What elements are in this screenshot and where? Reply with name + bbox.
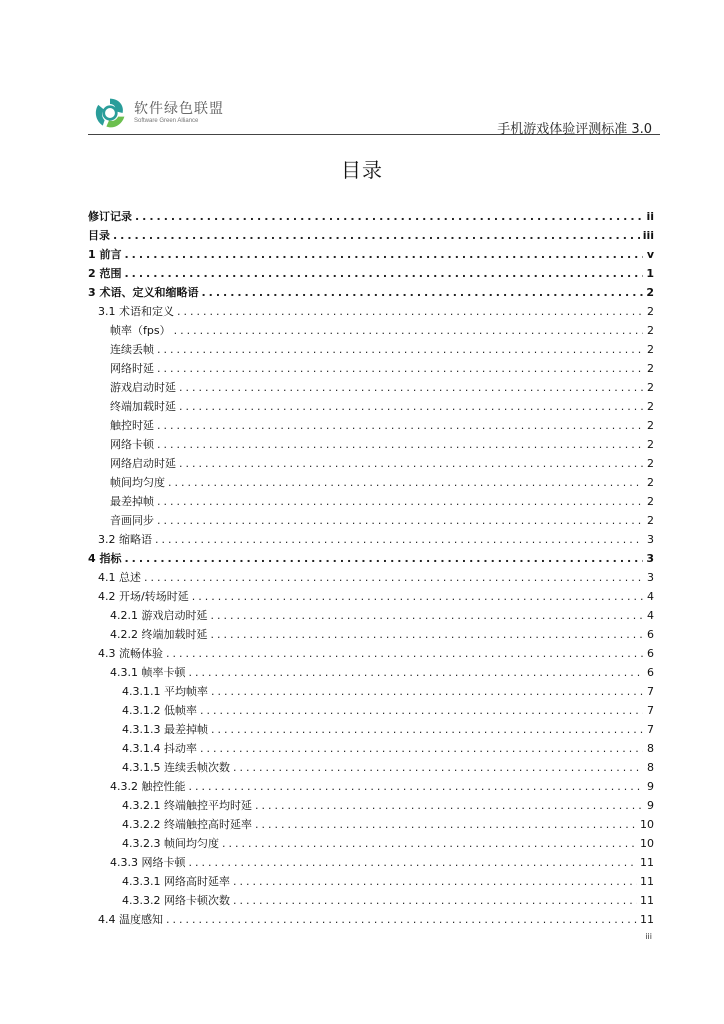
toc-entry-page: 8 bbox=[647, 761, 654, 774]
toc-entry-page: 2 bbox=[647, 305, 654, 318]
toc-entry[interactable] bbox=[88, 509, 654, 528]
toc-entry-label: 帧间均匀度 bbox=[110, 476, 165, 489]
toc-entry[interactable] bbox=[88, 319, 654, 338]
toc-leader-dots bbox=[157, 495, 643, 509]
toc-entry-label: 连续丢帧 bbox=[110, 343, 154, 356]
brand-logo bbox=[92, 95, 224, 131]
toc-entry-label: 2 范围 bbox=[88, 267, 122, 280]
toc-entry-page: 1 bbox=[646, 267, 654, 280]
toc-entry-label: 目录 bbox=[88, 229, 110, 242]
toc-leader-dots bbox=[144, 571, 643, 585]
toc-leader-dots bbox=[174, 324, 643, 338]
toc-leader-dots bbox=[124, 267, 643, 281]
toc-entry-page: 2 bbox=[647, 495, 654, 508]
toc-entry-page: 8 bbox=[647, 742, 654, 755]
toc-entry[interactable] bbox=[88, 908, 654, 927]
toc-entry-page: 2 bbox=[646, 286, 654, 299]
toc-entry-label: 4.1 总述 bbox=[98, 571, 141, 584]
toc-leader-dots bbox=[211, 628, 644, 642]
toc-entry-label: 4 指标 bbox=[88, 552, 122, 565]
toc-entry[interactable] bbox=[88, 528, 654, 547]
toc-entry-page: 2 bbox=[647, 324, 654, 337]
toc-entry-label: 1 前言 bbox=[88, 248, 122, 261]
toc-entry[interactable] bbox=[88, 300, 654, 319]
toc-entry-page: 2 bbox=[647, 438, 654, 451]
toc-entry[interactable] bbox=[88, 813, 654, 832]
toc-leader-dots bbox=[211, 723, 643, 737]
toc-entry[interactable] bbox=[88, 338, 654, 357]
toc-entry-page: 2 bbox=[647, 457, 654, 470]
toc-entry[interactable] bbox=[88, 357, 654, 376]
toc-entry-label: 帧率（fps） bbox=[110, 324, 171, 337]
toc-entry-label: 4.3.1.4 抖动率 bbox=[122, 742, 197, 755]
toc-leader-dots bbox=[211, 609, 644, 623]
table-of-contents bbox=[88, 205, 654, 927]
toc-leader-dots bbox=[157, 514, 643, 528]
logo-english-text: Software Green Alliance bbox=[134, 117, 199, 124]
toc-entry-page: 2 bbox=[647, 419, 654, 432]
toc-entry-label: 4.3.1.1 平均帧率 bbox=[122, 685, 208, 698]
toc-entry-page: 7 bbox=[647, 723, 654, 736]
toc-entry-page: 2 bbox=[647, 514, 654, 527]
toc-entry-label: 游戏启动时延 bbox=[110, 381, 176, 394]
toc-entry-label: 网络时延 bbox=[110, 362, 154, 375]
toc-entry[interactable] bbox=[88, 205, 654, 224]
toc-entry-label: 3 术语、定义和缩略语 bbox=[88, 286, 199, 299]
toc-entry-page: 2 bbox=[647, 400, 654, 413]
toc-entry[interactable] bbox=[88, 376, 654, 395]
toc-entry-label: 4.2.1 游戏启动时延 bbox=[110, 609, 208, 622]
toc-entry-label: 4.3.2 触控性能 bbox=[110, 780, 186, 793]
toc-entry-label: 3.2 缩略语 bbox=[98, 533, 152, 546]
toc-leader-dots bbox=[157, 419, 643, 433]
toc-entry[interactable] bbox=[88, 737, 654, 756]
toc-leader-dots bbox=[200, 704, 643, 718]
toc-entry[interactable] bbox=[88, 566, 654, 585]
toc-entry-label: 4.3.2.1 终端触控平均时延 bbox=[122, 799, 252, 812]
toc-leader-dots bbox=[233, 894, 637, 908]
alliance-logo-icon bbox=[92, 95, 128, 131]
toc-leader-dots bbox=[166, 913, 637, 927]
toc-entry[interactable] bbox=[88, 395, 654, 414]
document-title: 手机游戏体验评测标准 3.0 bbox=[497, 122, 652, 137]
toc-entry[interactable] bbox=[88, 851, 654, 870]
toc-entry-label: 4.3.2.3 帧间均匀度 bbox=[122, 837, 219, 850]
toc-entry-label: 网络启动时延 bbox=[110, 457, 176, 470]
toc-entry[interactable] bbox=[88, 471, 654, 490]
page-number: iii bbox=[645, 932, 652, 941]
toc-entry[interactable] bbox=[88, 661, 654, 680]
toc-entry[interactable] bbox=[88, 870, 654, 889]
toc-leader-dots bbox=[255, 799, 643, 813]
toc-entry-label: 4.3.3.2 网络卡顿次数 bbox=[122, 894, 230, 907]
toc-entry-page: ii bbox=[646, 210, 654, 223]
toc-entry[interactable] bbox=[88, 224, 654, 243]
toc-leader-dots bbox=[168, 476, 643, 490]
toc-leader-dots bbox=[177, 305, 643, 319]
toc-entry-label: 4.3.3.1 网络高时延率 bbox=[122, 875, 230, 888]
toc-entry-page: 11 bbox=[640, 875, 654, 888]
toc-leader-dots bbox=[179, 400, 643, 414]
toc-entry-page: 4 bbox=[647, 609, 654, 622]
toc-entry-label: 4.3.2.2 终端触控高时延率 bbox=[122, 818, 252, 831]
toc-entry-label: 4.3 流畅体验 bbox=[98, 647, 163, 660]
toc-entry-label: 网络卡顿 bbox=[110, 438, 154, 451]
toc-entry-page: iii bbox=[642, 229, 654, 242]
toc-leader-dots bbox=[189, 856, 638, 870]
toc-entry-label: 终端加载时延 bbox=[110, 400, 176, 413]
toc-entry[interactable] bbox=[88, 433, 654, 452]
toc-leader-dots bbox=[255, 818, 637, 832]
logo-chinese-text: 软件绿色联盟 bbox=[134, 100, 224, 117]
toc-entry[interactable] bbox=[88, 680, 654, 699]
toc-leader-dots bbox=[157, 362, 643, 376]
toc-entry-label: 4.3.1.2 低帧率 bbox=[122, 704, 197, 717]
toc-leader-dots bbox=[192, 590, 643, 604]
toc-entry[interactable] bbox=[88, 414, 654, 433]
toc-entry-page: 7 bbox=[647, 685, 654, 698]
toc-leader-dots bbox=[200, 742, 643, 756]
toc-entry-label: 3.1 术语和定义 bbox=[98, 305, 174, 318]
toc-entry-page: 3 bbox=[647, 571, 654, 584]
toc-entry-page: 2 bbox=[647, 476, 654, 489]
toc-leader-dots bbox=[179, 457, 643, 471]
toc-leader-dots bbox=[211, 685, 643, 699]
toc-entry[interactable] bbox=[88, 718, 654, 737]
toc-entry-page: 2 bbox=[647, 362, 654, 375]
toc-entry[interactable] bbox=[88, 262, 654, 281]
toc-entry-label: 修订记录 bbox=[88, 210, 132, 223]
toc-entry-label: 最差掉帧 bbox=[110, 495, 154, 508]
toc-leader-dots bbox=[233, 875, 637, 889]
toc-entry-page: 6 bbox=[647, 628, 654, 641]
toc-entry[interactable] bbox=[88, 794, 654, 813]
toc-entry-page: 11 bbox=[640, 856, 654, 869]
toc-leader-dots bbox=[155, 533, 643, 547]
toc-entry-page: 6 bbox=[647, 647, 654, 660]
toc-entry[interactable] bbox=[88, 832, 654, 851]
toc-entry[interactable] bbox=[88, 775, 654, 794]
toc-entry-page: 4 bbox=[647, 590, 654, 603]
toc-entry-page: 3 bbox=[646, 552, 654, 565]
toc-entry-label: 4.2.2 终端加载时延 bbox=[110, 628, 208, 641]
toc-entry-label: 4.2 开场/转场时延 bbox=[98, 590, 189, 603]
toc-entry-page: 9 bbox=[647, 799, 654, 812]
toc-entry-page: 6 bbox=[647, 666, 654, 679]
toc-entry[interactable] bbox=[88, 889, 654, 908]
toc-leader-dots bbox=[189, 780, 644, 794]
toc-entry-page: 2 bbox=[647, 343, 654, 356]
toc-entry[interactable] bbox=[88, 243, 654, 262]
toc-entry-page: v bbox=[646, 248, 654, 261]
toc-leader-dots bbox=[124, 552, 643, 566]
toc-leader-dots bbox=[233, 761, 643, 775]
toc-leader-dots bbox=[157, 438, 643, 452]
toc-entry[interactable] bbox=[88, 699, 654, 718]
toc-entry[interactable] bbox=[88, 623, 654, 642]
toc-heading: 目录 bbox=[341, 158, 383, 182]
toc-leader-dots bbox=[157, 343, 643, 357]
toc-entry-page: 9 bbox=[647, 780, 654, 793]
toc-leader-dots bbox=[189, 666, 644, 680]
toc-entry-page: 11 bbox=[640, 913, 654, 926]
toc-entry-label: 4.3.1.5 连续丢帧次数 bbox=[122, 761, 230, 774]
toc-leader-dots bbox=[179, 381, 643, 395]
toc-leader-dots bbox=[166, 647, 643, 661]
toc-entry-label: 音画同步 bbox=[110, 514, 154, 527]
toc-entry[interactable] bbox=[88, 585, 654, 604]
toc-entry-label: 4.3.3 网络卡顿 bbox=[110, 856, 186, 869]
toc-leader-dots bbox=[222, 837, 637, 851]
toc-leader-dots bbox=[135, 210, 643, 224]
toc-leader-dots bbox=[113, 229, 640, 243]
toc-entry-label: 4.3.1 帧率卡顿 bbox=[110, 666, 186, 679]
toc-entry[interactable] bbox=[88, 452, 654, 471]
toc-entry[interactable] bbox=[88, 281, 654, 300]
toc-entry-label: 4.4 温度感知 bbox=[98, 913, 163, 926]
toc-entry-label: 4.3.1.3 最差掉帧 bbox=[122, 723, 208, 736]
toc-entry[interactable] bbox=[88, 756, 654, 775]
toc-entry-page: 11 bbox=[640, 894, 654, 907]
toc-entry[interactable] bbox=[88, 642, 654, 661]
toc-entry[interactable] bbox=[88, 604, 654, 623]
toc-entry-label: 触控时延 bbox=[110, 419, 154, 432]
toc-leader-dots bbox=[201, 286, 643, 300]
toc-entry-page: 10 bbox=[640, 818, 654, 831]
toc-entry-page: 2 bbox=[647, 381, 654, 394]
header-divider bbox=[88, 134, 660, 135]
toc-entry[interactable] bbox=[88, 547, 654, 566]
toc-entry-page: 7 bbox=[647, 704, 654, 717]
toc-entry-page: 10 bbox=[640, 837, 654, 850]
toc-entry[interactable] bbox=[88, 490, 654, 509]
toc-entry-page: 3 bbox=[647, 533, 654, 546]
toc-leader-dots bbox=[124, 248, 643, 262]
